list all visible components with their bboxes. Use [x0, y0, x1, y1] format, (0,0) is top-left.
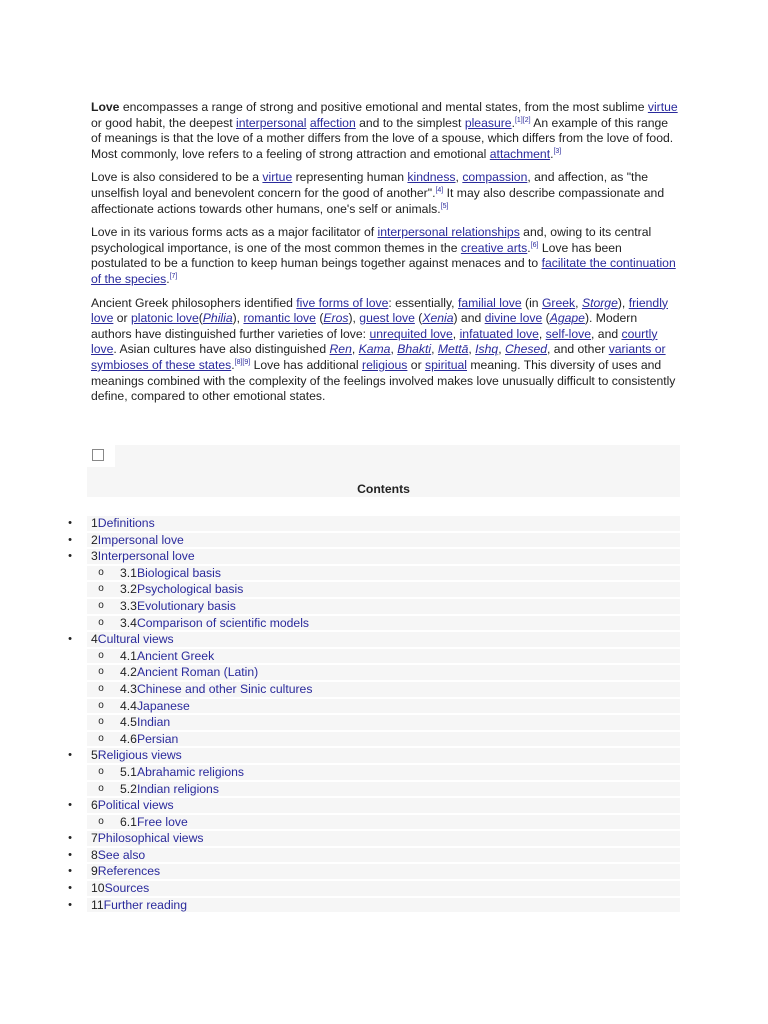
toc-item-link[interactable] — [91, 631, 174, 648]
toc-item-link[interactable] — [120, 764, 244, 781]
text-span: , and — [591, 326, 622, 341]
text-span: encompasses a range of strong and positive emotional and mental states, from the most sublime — [119, 100, 648, 114]
intro-paragraph-2 — [91, 170, 681, 217]
toc-item-number: 6.1 — [120, 814, 137, 829]
text-span: , — [498, 342, 505, 357]
toc-item[interactable] — [0, 565, 680, 582]
text-span: and, owing to its central psychological importance, is one of the most common themes in the — [91, 225, 652, 255]
toc-item[interactable] — [0, 797, 680, 814]
link-infatuated-love[interactable]: infatuated love — [459, 326, 539, 341]
toc-item-link[interactable] — [91, 515, 155, 532]
citation-link[interactable]: [6] — [530, 241, 539, 249]
toc-item[interactable] — [0, 631, 680, 648]
text-span: or — [113, 311, 131, 326]
text-span: Love in its various forms acts as a major facilitator of — [91, 225, 378, 240]
toc-item[interactable] — [0, 698, 680, 715]
toc-item[interactable] — [0, 747, 680, 764]
toc-item-number: 5.2 — [120, 781, 137, 796]
link-metta[interactable]: Mettā — [437, 342, 469, 357]
toc-item-number: 4.6 — [120, 731, 137, 746]
text-span: ) and — [453, 311, 485, 326]
text-span: , — [575, 295, 582, 310]
toc-item-link[interactable] — [120, 698, 190, 715]
bullet-icon: • — [68, 882, 72, 895]
toc-item[interactable] — [0, 515, 680, 532]
bullet-icon: o — [98, 599, 104, 611]
text-span: Ancient Greek philosophers identified — [91, 295, 297, 310]
toc-item-link[interactable] — [91, 847, 145, 864]
citation-ref[interactable] — [170, 273, 178, 280]
text-span: . — [511, 115, 515, 130]
link-chesed[interactable]: Chesed — [505, 342, 548, 357]
link-bhakti[interactable]: Bhakti — [397, 342, 432, 357]
link-self-love[interactable]: self-love — [545, 326, 592, 341]
toc-item[interactable] — [0, 847, 680, 864]
bullet-icon: o — [98, 716, 104, 728]
text-span: , and other — [547, 342, 609, 357]
text-span: or — [407, 357, 426, 372]
link-storge[interactable]: Storge — [581, 295, 618, 310]
toc-item-title[interactable]: Cultural views — [97, 632, 174, 647]
toc-item[interactable] — [0, 830, 680, 847]
citation-ref[interactable] — [441, 203, 449, 210]
link-pleasure[interactable]: pleasure — [464, 115, 512, 130]
link-xenia[interactable]: Xenia — [422, 311, 454, 326]
link-religious[interactable]: religious — [362, 357, 408, 372]
bullet-icon: o — [98, 732, 104, 744]
text-span: (in — [521, 295, 542, 310]
link-kindness[interactable]: kindness — [407, 170, 456, 185]
intro-paragraph-3 — [91, 225, 681, 287]
toc-item-link[interactable] — [120, 648, 214, 665]
toc-row-background — [87, 516, 680, 531]
citation-link[interactable]: [7] — [169, 272, 178, 280]
toc-row-background — [87, 848, 680, 863]
bullet-icon: o — [98, 782, 104, 794]
link-continuation-of-species[interactable]: facilitate the continuation of the species — [91, 256, 676, 286]
toc-item-title[interactable]: Persian — [136, 731, 179, 746]
toc-item-title[interactable]: Evolutionary basis — [136, 598, 236, 613]
toc-item-title[interactable]: Sources — [104, 881, 150, 896]
citation-link[interactable]: [1][2] — [514, 116, 531, 124]
intro-paragraph-1 — [91, 100, 681, 162]
text-span: . Asian cultures have also distinguished — [113, 342, 330, 357]
bullet-icon: o — [98, 699, 104, 711]
bullet-icon: • — [68, 517, 72, 529]
link-courtly-love[interactable]: courtly love — [91, 326, 658, 357]
toc-item-title[interactable]: Abrahamic religions — [136, 764, 244, 779]
toc-item[interactable] — [0, 731, 680, 748]
text-span: Love is also considered to be a — [91, 170, 263, 185]
toc-item-link[interactable] — [91, 532, 184, 549]
toc-item-link[interactable] — [120, 598, 236, 615]
toc-item-title[interactable]: Religious views — [97, 748, 182, 763]
link-ren[interactable]: Ren — [329, 342, 352, 357]
link-philia[interactable]: Philia — [202, 311, 233, 326]
bullet-icon: • — [68, 832, 72, 845]
toc-item[interactable] — [0, 681, 680, 698]
toc-item-title[interactable]: Impersonal love — [97, 532, 184, 547]
text-span: ), — [348, 311, 360, 326]
toc-item[interactable] — [0, 781, 680, 798]
link-agape[interactable]: Agape — [549, 311, 585, 326]
toc-item[interactable] — [0, 897, 680, 914]
link-spiritual[interactable]: spiritual — [425, 357, 468, 372]
toc-item-link[interactable] — [91, 830, 203, 847]
toc-title: Contents — [357, 482, 410, 496]
toc-item-number: 5.1 — [120, 764, 137, 779]
toc-item-number: 2 — [91, 532, 98, 547]
text-span: , — [390, 342, 398, 357]
link-interpersonal[interactable]: interpersonal — [236, 115, 307, 130]
text-span: . — [166, 271, 170, 286]
toc-item-number: 4.3 — [120, 681, 137, 696]
toc-item-link[interactable] — [91, 897, 187, 914]
bullet-icon: o — [98, 682, 104, 694]
text-span: . — [231, 357, 235, 372]
toc-item[interactable] — [0, 598, 680, 615]
toc-item-title[interactable]: Philosophical views — [97, 831, 204, 846]
toc-item-link[interactable] — [91, 863, 160, 880]
toc-item-number: 10 — [91, 881, 105, 896]
bullet-icon: o — [98, 649, 104, 661]
citation-link[interactable]: [4] — [435, 186, 444, 194]
toc-item[interactable] — [0, 714, 680, 731]
toc-item-title[interactable]: Interpersonal love — [97, 549, 195, 564]
toc-row-background — [87, 881, 680, 896]
toc-item-title[interactable]: Biological basis — [136, 565, 221, 580]
link-guest-love[interactable]: guest love — [359, 311, 415, 326]
toc-item-title[interactable]: Indian religions — [136, 781, 219, 796]
bullet-icon: • — [68, 799, 72, 812]
bullet-icon: • — [68, 749, 72, 762]
text-span: meaning. This diversity of uses and meanings combined with the complexity of the feelings involved makes love unusually difficult to consistently define, compared to other emotional states. — [91, 357, 676, 404]
toc-item[interactable] — [0, 764, 680, 781]
toc-row-background — [87, 798, 680, 813]
toc-item-link[interactable] — [120, 681, 312, 698]
toc-item-title[interactable]: Further reading — [103, 897, 187, 912]
bullet-icon: o — [98, 666, 104, 678]
citation-ref[interactable] — [553, 148, 561, 155]
toc-item-title[interactable]: Comparison of scientific models — [136, 615, 310, 630]
link-virtue-2[interactable]: virtue — [262, 170, 293, 185]
toc-item[interactable] — [0, 664, 680, 681]
toc-item-number: 6 — [91, 798, 98, 813]
link-attachment[interactable]: attachment — [489, 146, 551, 161]
toc-item-title[interactable]: Political views — [97, 798, 174, 813]
text-span: ( — [414, 311, 423, 326]
link-unrequited-love[interactable]: unrequited love — [369, 326, 453, 341]
text-span: or good habit, the deepest — [91, 115, 237, 130]
toc-item-number: 4.1 — [120, 648, 137, 663]
toc-item[interactable] — [0, 548, 680, 565]
link-interpersonal-relationships[interactable]: interpersonal relationships — [377, 225, 520, 240]
toc-item-link[interactable] — [120, 664, 258, 681]
toc-item-link[interactable] — [91, 747, 182, 764]
toc-item-title[interactable]: Psychological basis — [136, 582, 244, 597]
toc-item-number: 5 — [91, 748, 98, 763]
text-span: ( — [542, 311, 550, 326]
toc-row-background — [87, 632, 680, 647]
toc-item-title[interactable]: Chinese and other Sinic cultures — [136, 681, 313, 696]
toc-item-link[interactable] — [91, 797, 174, 814]
text-span: Love has been postulated to be a function to keep human beings together against menaces and to — [91, 240, 622, 271]
text-span: representing human — [292, 170, 408, 185]
link-five-forms-of-love[interactable]: five forms of love — [296, 295, 389, 310]
link-variants-symbioses[interactable]: variants or symbioses of these states — [91, 342, 666, 372]
bullet-icon: • — [68, 633, 72, 646]
toc-item-title[interactable]: Definitions — [97, 516, 155, 530]
link-virtue[interactable]: virtue — [647, 100, 678, 114]
text-span: ( — [315, 311, 324, 326]
toc-item-number: 7 — [91, 831, 98, 846]
link-platonic-love[interactable]: platonic love — [130, 311, 199, 326]
link-friendly-love[interactable]: friendly love — [91, 295, 668, 326]
text-span: It may also describe compassionate and affectionate actions towards other humans, one's self or animals. — [91, 185, 665, 216]
link-creative-arts[interactable]: creative arts — [460, 240, 528, 255]
toc-item-link[interactable] — [120, 714, 170, 731]
text-span: ). Modern authors have distinguished further varieties of love: — [91, 311, 638, 341]
toc-item-title[interactable]: See also — [97, 847, 146, 862]
toc-item-number: 3.3 — [120, 598, 137, 613]
bullet-icon: • — [68, 898, 72, 911]
toc-item-number: 4 — [91, 632, 98, 647]
toc-item-number: 4.2 — [120, 665, 137, 680]
text-span: , and affection, as "the unselfish loyal and benevolent concern for the good of another". — [91, 170, 649, 200]
toc-item-title[interactable]: Indian — [136, 715, 171, 730]
bold-term-love: Love — [91, 100, 120, 114]
text-span: . — [550, 146, 554, 161]
toc-item-title[interactable]: Ancient Greek — [136, 648, 215, 663]
bullet-icon: o — [98, 765, 104, 777]
bullet-icon: • — [68, 533, 72, 546]
bullet-icon: • — [68, 550, 72, 563]
toc-item-number: 3.4 — [120, 615, 137, 630]
text-span: ), — [232, 311, 244, 326]
citation-ref[interactable] — [515, 117, 531, 124]
bullet-icon: o — [98, 616, 104, 628]
toc-item-link[interactable] — [120, 615, 309, 632]
toc-item[interactable] — [0, 581, 680, 598]
text-span: ( — [198, 311, 203, 326]
toc-item-number: 8 — [91, 847, 98, 862]
toc-item-link[interactable] — [120, 781, 219, 798]
toc-item-link[interactable] — [91, 880, 149, 897]
bullet-icon: • — [68, 865, 72, 878]
toc-item-number: 4.4 — [120, 698, 137, 713]
link-affection[interactable]: affection — [309, 115, 356, 130]
toc-item-link[interactable] — [120, 731, 178, 748]
text-span: : essentially, — [388, 295, 458, 310]
toc-item[interactable] — [0, 814, 680, 831]
text-span: An example of this range of meanings is that the love of a mother differs from the love of a spouse, which differs from the love of food. Most commonly, love refers to a feeling of strong attraction and emotional — [91, 115, 674, 161]
link-compassion[interactable]: compassion — [462, 170, 528, 185]
toc-row-background — [87, 864, 680, 879]
link-familial-love[interactable]: familial love — [457, 295, 522, 310]
toc-item-number: 9 — [91, 864, 98, 879]
bullet-icon: o — [98, 566, 104, 578]
text-span: , — [452, 326, 460, 341]
text-span: Love has additional — [250, 357, 363, 372]
link-eros[interactable]: Eros — [323, 311, 349, 326]
text-span: , — [351, 342, 359, 357]
toc-item[interactable] — [0, 880, 680, 897]
toc-item-title[interactable]: References — [97, 864, 161, 879]
toc-list — [0, 515, 680, 913]
toc-item[interactable] — [0, 532, 680, 549]
toc-item-link[interactable] — [120, 565, 221, 582]
text-span: and to the simplest — [355, 115, 465, 130]
toc-item[interactable] — [0, 648, 680, 665]
text-span: , — [538, 326, 546, 341]
toc-item-number: 3.1 — [120, 565, 137, 580]
link-ishq[interactable]: Ishq — [475, 342, 499, 357]
toc-toggle-checkbox[interactable] — [92, 449, 104, 461]
text-span: ), — [617, 295, 629, 310]
toc-item-number: 4.5 — [120, 715, 137, 730]
link-romantic-love[interactable]: romantic love — [243, 311, 316, 326]
toc-row-background — [87, 715, 680, 730]
link-greek[interactable]: Greek — [541, 295, 576, 310]
toc-item-number: 11 — [91, 897, 104, 912]
link-divine-love[interactable]: divine love — [484, 311, 543, 326]
link-kama[interactable]: Kama — [358, 342, 391, 357]
article-body — [91, 100, 681, 413]
text-span: , — [431, 342, 438, 357]
toc-item[interactable] — [0, 615, 680, 632]
toc-item-number: 1 — [91, 516, 98, 530]
toc-item-number: 3.2 — [120, 582, 137, 597]
toc-item-link[interactable] — [91, 548, 195, 565]
citation-ref[interactable] — [235, 359, 251, 366]
text-span: . — [527, 240, 531, 255]
citation-link[interactable]: [3] — [553, 147, 562, 155]
text-span: , — [468, 342, 476, 357]
toc-item-title[interactable]: Free love — [136, 814, 188, 829]
intro-paragraph-4 — [91, 296, 681, 405]
toc-item-title[interactable]: Ancient Roman (Latin) — [136, 665, 259, 680]
bullet-icon: o — [98, 583, 104, 595]
toc-item-title[interactable]: Japanese — [136, 698, 190, 713]
bullet-icon: o — [98, 815, 104, 827]
toc-item-link[interactable] — [120, 814, 188, 831]
bullet-icon: • — [68, 848, 72, 861]
citation-link[interactable]: [5] — [440, 202, 449, 210]
citation-link[interactable]: [8][9] — [234, 358, 251, 366]
toc-item[interactable] — [0, 863, 680, 880]
toc-item-number: 3 — [91, 549, 98, 564]
text-span: , — [455, 170, 463, 185]
toc-item-link[interactable] — [120, 581, 243, 598]
